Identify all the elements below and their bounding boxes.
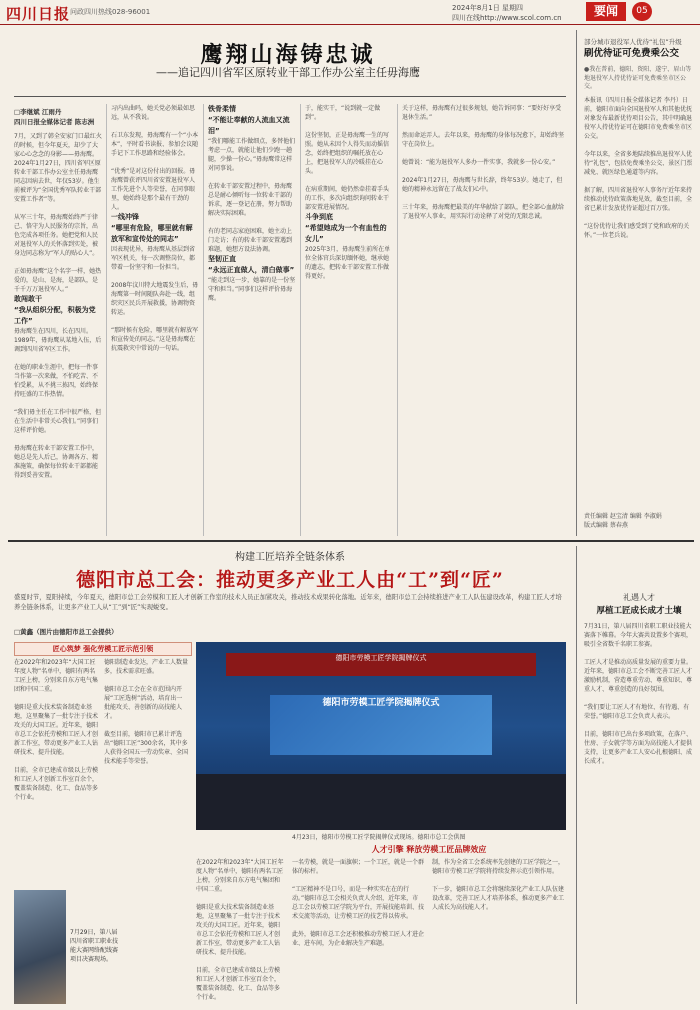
section-divider	[8, 540, 694, 542]
column-rule	[203, 104, 204, 536]
story1-col1-text: 7月，又到了韩全安家门口最红火的时候，但今年夏天，却少了大家心心念念的身影——毋海鹰。	[14, 133, 102, 158]
story1-subhead-3: 铁骨柔情 “不能让奉献的人流血又流泪”	[208, 105, 290, 135]
photo-banner: 德阳市劳模工匠学院揭牌仪式	[226, 653, 537, 676]
story2-byline: □黄鑫（图片由德阳市总工会提供）	[14, 628, 118, 636]
photo-floor	[196, 774, 566, 830]
hotline: 问政四川热线028-96001	[70, 8, 151, 16]
story1-byline: □李继斌 江雨丹 四川日报全媒体记者 陈志洲	[14, 108, 95, 126]
ceremony-photo	[196, 642, 566, 830]
story2-col2b	[196, 858, 284, 1004]
contest-photo	[14, 890, 66, 1004]
newspaper-logo: 四川日报	[6, 5, 71, 23]
story2-lead	[14, 593, 566, 623]
issue-date: 2024年8月1日 星期四	[452, 4, 523, 12]
story3-body	[584, 622, 694, 1004]
column-rule	[106, 104, 107, 536]
story1-col5	[305, 104, 393, 536]
photo-caption: 4月23日，德阳市劳模工匠学院揭牌仪式现场。德阳市总工会供图	[292, 834, 466, 841]
story1-title: 鹰翔山海铸忠诚	[200, 42, 376, 68]
story1-col6	[402, 104, 564, 536]
story2-kicker: 构建工匠培养全链条体系	[235, 552, 345, 563]
story2-subhead-2: 人才引擎 释放劳模工匠品牌效应	[371, 845, 487, 854]
story3-body-text: 7月31日，第八届四川省职工职业技能大赛落下帷幕。今年大赛共设置多个赛项，吸引全省数千名职工参赛。 工匠人才是推动高质量发展的重要力量。近年来，德阳市总工会不断完善工匠人才激励机制，营造尊重劳动、尊重知识、尊重人才、尊重创造的良好氛围。 “我们要让工匠人才有地位、有待遇、有荣誉。”德阳市总工会负责人表示。 目前，德阳市已出台多项政策，在落户、住房、子女就学等方面为高技能人才提供支持，让更多产业工人安心扎根德阳、成长成才。	[584, 623, 693, 765]
editor-credit-text: 责任编辑 赵宝清 编辑 李淑娟 版式编辑 蔡春燕	[584, 513, 662, 529]
story1-col5-text: 于，能实干，“说到就一定做到”。 这份坚韧，正是毋海鹰一生的写照。她从未因个人得失而动摇信念，始终把组织的嘱托放在心上，把退役军人的冷暖挂在心头。 在病重期间，她仍然牵挂着手头的工作，多次向组织询问转业干部安置进展情况。	[305, 105, 390, 211]
story1-col4	[208, 104, 296, 536]
sidebar-body-text: 本报讯（四川日报全媒体记者 李丹）日前，德阳市面向全国退役军人和其他优抚对象发布最新优待项目公告，其中明确退役军人持优待证可在德阳市免费乘坐市区公交。 今年以来，全省多地陆续推出退役军人优待“礼包”，包括免费乘坐公交、景区门票减免、就医绿色通道等内容。 据了解，四川省退役军人事务厅近年来持续推动优待政策落地见效，截至目前，全省已累计发放优待证超过百万张。 “这份优待让我们感受到了党和政府的关怀。”一位老兵说。	[584, 97, 693, 239]
story1-subhead-2: 一线冲锋 “哪里有危险，哪里就有解放军和宣传处的同志”	[111, 213, 193, 243]
story1-col2-text: 毋海鹰生在四川，长在四川。1989年，毋海鹰从某地入伍，后调到四川省军区工作。 在她的职业生涯中，把每一件事当作第一次来做，不怕吃苦、不怕受累，从不挑三拣四，始终保持旺盛的工作热情。 “我们毋主任在工作中很严格，但在生活中非常关心我们。”同事们这样评价她。 毋海鹰在转业干部安置工作中，她总是先人后己，协调各方、精准施策，确保每位转业干部都能得到妥善安置。	[14, 328, 102, 479]
story2-col1-text: 在2022年和2023年“大国工匠年度人物”名单中，德阳有两名工匠上榜，分别来自东方电气集团和中国二重。 德阳是重大技术装备制造业基地，这里聚集了一批专注于技术攻关的大国工匠。近年来，德阳市总工会依托劳模和工匠人才创新工作室，带动更多产业工人钻研技术、提升技能。 目前，全市已建成市级以上劳模和工匠人才创新工作室百余个，覆盖装备制造、化工、食品等多个行业。	[14, 659, 98, 801]
story2-lead-text: 盛夏时节，夏阳持续，今年夏天，德阳市总工会劳模和工匠人才创新工作室的技术人员正加紧攻关，推动技术成果转化落地。近年来，德阳市总工会持续推进产业工人队伍建设改革，构建工匠人才培养全链条体系，让更多产业工人从“工”到“匠”实现蜕变。	[14, 594, 562, 611]
story2-col3-text: 一名劳模，就是一面旗帜；一个工匠，就是一个群体的标杆。 “工匠精神不是口号，而是一种实实在在的行动。”德阳市总工会相关负责人介绍，近年来，市总工会以劳模工匠学院为平台，开展技能培训、技术交流等活动，让劳模工匠的技艺得以传承。 此外，德阳市总工会还积极推动劳模工匠人才进企业、进车间，为企业解决生产难题。	[292, 859, 424, 947]
edition-info: 四川在线http://www.scol.com.cn	[452, 14, 562, 22]
column-rule	[300, 104, 301, 536]
divider	[14, 96, 566, 97]
sidebar-lead: ●我在普前，德阳、资阳、遂宁、眉山等地退役军人持优待证可免费乘坐市区公交。	[584, 66, 692, 90]
story1-col5b-text: 2025年3月，毋海鹰生前所在单位全体官兵深切缅怀她，继承她的遗志，把转业干部安置工作做得更好。	[305, 246, 391, 280]
editor-credit	[584, 512, 694, 536]
story2-col2-text: 德阳制造业发达，产业工人数量多，技术需求旺盛。 德阳市总工会在全市范围内开展“工匠选树”活动，培育出一批能攻关、善创新的高技能人才。 截至目前，德阳市已累计评选出“德阳工匠”300余名，其中多人获得全国五一劳动奖章、全国技术能手等荣誉。	[104, 659, 188, 765]
story2-col4-text: 制，作为全省工会系统率先创建的工匠学院之一，德阳市劳模工匠学院将持续发挥示范引领作用。 下一步，德阳市总工会将继续深化产业工人队伍建设改革，完善工匠人才培养体系，推动更多产业工人成长为高技能人才。	[432, 859, 565, 911]
story2-col3	[292, 858, 424, 1004]
sidebar-rule-2	[576, 546, 577, 1004]
sidebar-rule	[576, 30, 577, 536]
story2-col1	[14, 658, 98, 884]
story3-kicker: 礼遇人才	[623, 593, 655, 602]
page-number: 05	[632, 2, 652, 21]
sidebar-body	[584, 96, 694, 510]
story1-col3b-text: 因表现优异，毋海鹰从基层到省军区机关，每一次调整岗位，都带着一份坚守和一份担当。 2008年汶川特大地震发生后，毋海鹰第一时间随队奔赴一线，组织灾区民兵开展救援，协调物资转运。 “那时候有危险，哪里就有解放军和宣传处的同志。”这是毋海鹰在抗震救灾中常说的一句话。	[111, 246, 199, 352]
photo-screen: 德阳市劳模工匠学院揭牌仪式	[270, 695, 492, 755]
story2-col2b-text: 在2022年和2023年“大国工匠年度人物”名单中，德阳有两名工匠上榜，分别来自东方电气集团和中国二重。 德阳是重大技术装备制造业基地，这里聚集了一批专注于技术攻关的大国工匠。近年来，德阳市总工会依托劳模和工匠人才创新工作室，带动更多产业工人钻研技术、提升技能。 目前，全市已建成市级以上劳模和工匠人才创新工作室百余个，覆盖装备制造、化工、食品等多个行业。	[196, 859, 284, 1001]
story1-col4-text: “我们哪能工作做细点，多替他们考虑一点，就能让他们少跑一趟腿，少操一份心。”毋海鹰常这样对同事说。 在转业干部安置过程中，毋海鹰总是耐心倾听每一位转业干部的诉求，逐一登记在册，努力帮助解决实际困难。 有的老同志家庭困难，她主动上门走访；有的转业干部安置遇到难题，她想方设法协调。	[208, 138, 296, 253]
story2-col4	[432, 858, 566, 1004]
story1-subhead-4: 坚韧正直 “永远正直做人，清白做事”	[208, 255, 295, 274]
sidebar-kicker: 部分城市退役军人优待“礼包”升级	[584, 38, 682, 46]
story1-subtitle: ——追记四川省军区原转业干部工作办公室主任毋海鹰	[156, 66, 420, 79]
sidebar-title: 刷优待证可免费乘公交	[584, 48, 680, 59]
story2-title: 德阳市总工会：推动更多产业工人由“工”到“匠”	[76, 569, 504, 591]
story1-col4b-text: “能走到这一步，她靠的是一份坚守和担当。”同事们这样评价毋海鹰。	[208, 277, 296, 302]
story1-subhead-1: 敢闯敢干 “我从组织分配，积极为党工作”	[14, 295, 96, 325]
column-rule	[397, 104, 398, 536]
contest-photo-caption: 7月29日，第八届四川省职工职业技能大赛网络配线赛项目决赛现场。	[70, 929, 119, 963]
story1-col1	[14, 132, 102, 536]
story1-col6-text: 关于这样，毋海鹰有过很多规划，她告诉同事：“要好好享受退休生活。” 然而命运弄人。去年以来，毋海鹰的身体每况愈下，却始终坚守在岗位上。 她曾说：“能为退役军人多办一件实事，我就多一份心安。” 2024年1月27日，毋海鹰与世长辞，终年53岁。她走了，但她的精神永远留在了战友们心中。 三十年来，毋海鹰把最美的年华献给了部队，把全部心血献给了退役军人事业，用实际行动诠释了对党的无限忠诚。	[402, 105, 564, 220]
story1-col3	[111, 104, 199, 536]
section-label: 要闻	[586, 2, 626, 21]
story2-subhead-1: 匠心筑梦 强化劳模工匠示范引领	[14, 642, 192, 656]
story1-col3-text: 习内出曲吗，她关党必须最如思远，从不我说。 石卫东发现，毋海鹰有一个“小本本”，平时看书读报、参加会议随手记下工作思路和经验体会。 “优秀”是对这份付出的回报。毋海鹰曾获评四川省安置退役军人工作先进个人等荣誉，在同事眼里，她始终是那个最有干劲的人。	[111, 105, 199, 211]
story3-title: 厚植工匠成长成才土壤	[596, 606, 682, 616]
story1-col1-rest: 2024年1月27日，四川省军区原转业干部工作办公室主任毋海鹰同志因病去世，年仅53岁。他生前被评为“全国优秀军队转业干部安置工作者”等。 从军三十年，毋海鹰始终严于律己、恪守为人民服务的宗旨，出色完成各项任务。她把党和人民对退役军人的关怀落到实处，被身边同志称为“军人的贴心人”。 正如毋海鹰“这个名字一样，她热爱的，是山、是海，是部队，是千千万万退役军人。”	[14, 160, 102, 293]
story1-subhead-5: 斗争到底 “希望她成为一个有血性的女儿”	[305, 213, 387, 243]
